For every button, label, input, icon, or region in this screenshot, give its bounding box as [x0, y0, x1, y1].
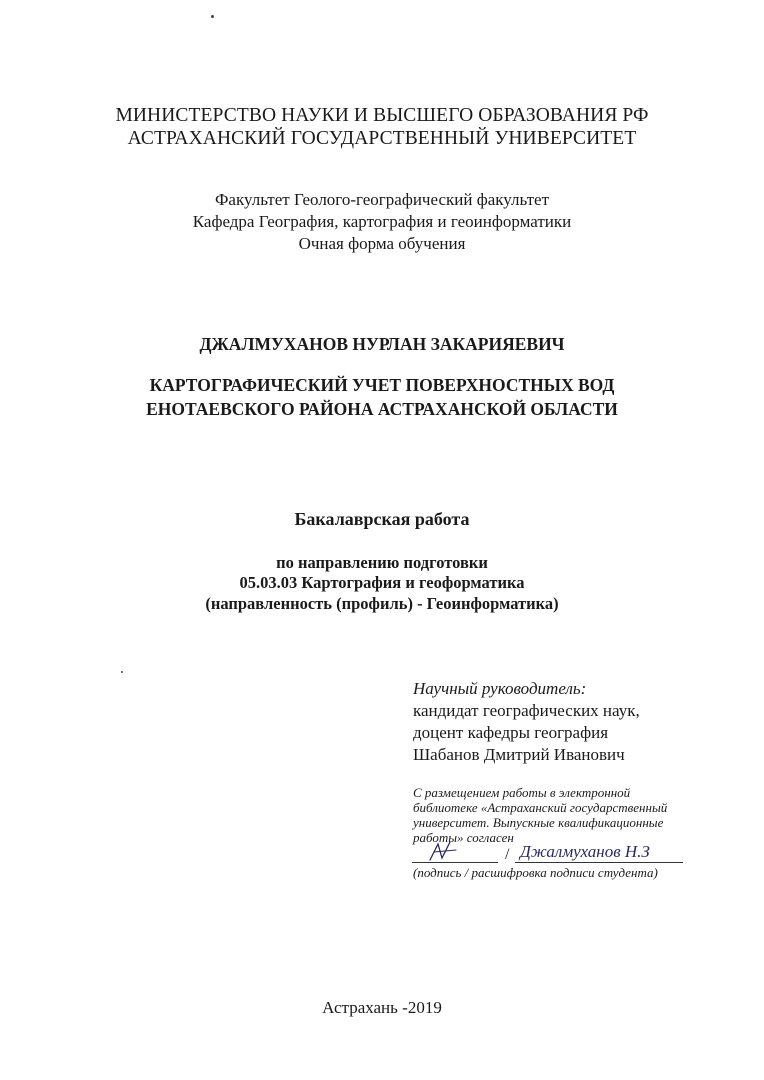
scan-speck — [121, 671, 123, 673]
name-underline — [515, 862, 683, 863]
thesis-title-line-2: ЕНОТАЕВСКОГО РАЙОНА АСТРАХАНСКОЙ ОБЛАСТИ — [146, 399, 618, 419]
direction-line-3: (направленность (профиль) - Геоинформатика) — [205, 594, 559, 613]
signature-caption: (подпись / расшифровка подписи студента) — [413, 865, 658, 880]
ministry-name: МИНИСТЕРСТВО НАУКИ И ВЫСШЕГО ОБРАЗОВАНИЯ РФ — [115, 105, 649, 126]
signature-slash: / — [505, 846, 510, 863]
supervisor-heading: Научный руководитель: — [413, 679, 587, 698]
handwritten-name: Джалмуханов Н.З — [520, 842, 650, 861]
university-name: АСТРАХАНСКИЙ ГОСУДАРСТВЕННЫЙ УНИВЕРСИТЕТ — [127, 128, 637, 149]
faculty-line: Факультет Геолого-географический факультет — [214, 190, 550, 209]
signature-underline — [412, 862, 498, 863]
direction-line-1: по направлению подготовки — [276, 553, 488, 572]
supervisor-degree: кандидат географических наук, — [413, 701, 640, 720]
city-year: Астрахань -2019 — [322, 998, 442, 1017]
scan-speck — [211, 15, 214, 18]
work-type: Бакалаврская работа — [294, 509, 470, 529]
study-form-line: Очная форма обучения — [298, 234, 466, 253]
consent-line-4: работы» согласен — [413, 830, 514, 845]
supervisor-name: Шабанов Дмитрий Иванович — [413, 745, 625, 764]
student-signature — [412, 838, 492, 864]
supervisor-position: доцент кафедры география — [413, 723, 609, 742]
consent-line-1: С размещением работы в электронной — [413, 785, 631, 800]
thesis-title-line-1: КАРТОГРАФИЧЕСКИЙ УЧЕТ ПОВЕРХНОСТНЫХ ВОД — [149, 375, 615, 395]
author-name: ДЖАЛМУХАНОВ НУРЛАН ЗАКАРИЯЕВИЧ — [199, 334, 565, 354]
direction-line-2: 05.03.03 Картография и геоформатика — [239, 573, 525, 592]
consent-line-2: библиотеке «Астраханский государственный — [413, 800, 668, 815]
consent-line-3: университет. Выпускные квалификационные — [413, 815, 664, 830]
chair-line: Кафедра География, картография и геоинформатики — [192, 212, 572, 231]
